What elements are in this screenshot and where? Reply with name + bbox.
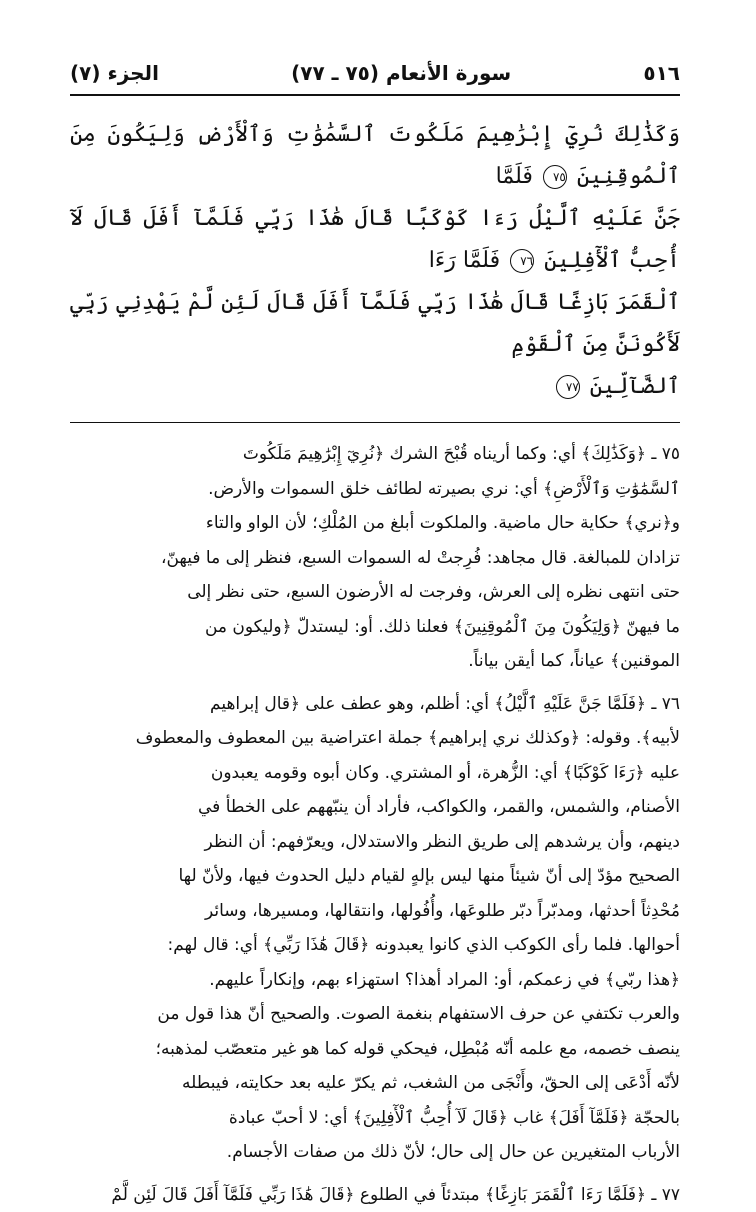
text-line: لأنّه أَدْعَى إلى الحقّ، وأَنْجَى من الشغب، ثم يكرّ عليه بعد حكايته، فيبطله [70, 1066, 680, 1101]
text-line: الموقنين﴾ عياناً، كما أيقن بياناً. [70, 644, 680, 679]
text-line: الأرباب المتغيرين عن حال إلى حال؛ لأنّ ذلك من صفات الأجسام. [70, 1135, 680, 1170]
commentary-paragraph-76 [70, 687, 680, 1170]
ayah-marker-77: ٧٧ [556, 375, 580, 399]
commentary-paragraph-75 [70, 437, 680, 679]
text-line: تزادان للمبالغة. قال مجاهد: فُرِجتْ له السموات السبع، فنظر إلى ما فيهنّ، [70, 541, 680, 576]
text-line: الأصنام، والشمس، والقمر، والكواكب، فأراد أن ينبّههم على الخطأ في [70, 790, 680, 825]
quran-line: ٱلْقَمَرَ بَازِغًا قَالَ هَٰذَا رَبِّي فَلَمَّآ أَفَلَ قَالَ لَئِن لَّمْ يَهْدِنِي رَبِّي لَأَكُونَنَّ مِنَ ٱلْقَوْمِ [70, 282, 680, 366]
text-line: ٧٥ ـ ﴿وَكَذَٰلِكَ﴾ أي: وكما أريناه قُبْحَ الشرك ﴿نُرِيٓ إِبْرَٰهِيمَ مَلَكُوتَ [70, 437, 680, 472]
text-line: ٧٧ ـ ﴿فَلَمَّا رَءَا ٱلْقَمَرَ بَازِغًا﴾ مبتدئاً في الطلوع ﴿قَالَ هَٰذَا رَبِّي فَلَمَّآ أَفَلَ قَالَ لَئِن لَّمْ [70, 1178, 680, 1212]
text-line: حتى انتهى نظره إلى العرش، وفرجت له الأرضون السبع، حتى نظر إلى [70, 575, 680, 610]
text-line: مُحْدِثاً أحدثها، ومدبّراً دبّر طلوعَها، وأُفُولها، وانتقالها، ومسيرها، وسائر [70, 894, 680, 929]
text-line: لأبيه﴾. وقوله: ﴿وكذلك نري إبراهيم﴾ جملة اعتراضية بين المعطوف والمعطوف [70, 721, 680, 756]
commentary [70, 437, 680, 1212]
page-number: ٥١٦ [643, 58, 680, 88]
ayah-marker-76: ٧٦ [510, 249, 534, 273]
quran-text-block [70, 114, 680, 423]
text-line: ﴿هذا ربّي﴾ في زعمكم، أو: المراد أهذا؟ استهزاء بهم، وإنكاراً عليهم. [70, 963, 680, 998]
text-line: والعرب تكتفي عن حرف الاستفهام بنغمة الصوت. والصحيح أنّ هذا قول من [70, 997, 680, 1032]
commentary-paragraph-77 [70, 1178, 680, 1212]
text-line: ما فيهنّ ﴿وَلِيَكُونَ مِنَ ٱلْمُوقِنِينَ﴾ فعلنا ذلك. أو: ليستدلّ ﴿وليكون من [70, 610, 680, 645]
surah-title: سورة الأنعام (٧٥ ـ ٧٧) [291, 58, 511, 88]
text-line: الصحيح مؤدّ إلى أنّ شيئاً منها ليس بإلهٍ لقيام دليل الحدوث فيها، ولأنّ لها [70, 859, 680, 894]
quran-line: ٱلضَّآلِّينَ ٧٧ [70, 366, 680, 408]
text-line: و﴿نري﴾ حكاية حال ماضية. والملكوت أبلغ من المُلْكِ؛ لأن الواو والتاء [70, 506, 680, 541]
text-line: أحوالها. فلما رأى الكوكب الذي كانوا يعبدونه ﴿قَالَ هَٰذَا رَبِّي﴾ أي: قال لهم: [70, 928, 680, 963]
text-line: عليه ﴿رَءَا كَوْكَبًا﴾ أي: الزُّهرة، أو المشتري. وكان أبوه وقومه يعبدون [70, 756, 680, 791]
text-line: ٧٦ ـ ﴿فَلَمَّا جَنَّ عَلَيْهِ ٱلَّيْلُ﴾ أي: أظلم، وهو عطف على ﴿قال إبراهيم [70, 687, 680, 722]
text-line: ينصف خصمه، مع علمه أنّه مُبْطِل، فيحكي قوله كما هو غير متعصّب لمذهبه؛ [70, 1032, 680, 1067]
text-line: دينهم، وأن يرشدهم إلى طريق النظر والاستدلال، ويعرّفهم: أن النظر [70, 825, 680, 860]
quran-line: وَكَذَٰلِكَ نُرِيٓ إِبْرَٰهِيمَ مَلَكُوتَ ٱلسَّمَٰوَٰتِ وَٱلْأَرْضِ وَلِيَكُونَ مِنَ ٱلْمُوقِنِينَ ٧٥ فَلَمَّا [70, 114, 680, 198]
juz-label: الجزء (٧) [70, 58, 159, 88]
quran-line: جَنَّ عَلَيْهِ ٱلَّيْلُ رَءَا كَوْكَبًا قَالَ هَٰذَا رَبِّي فَلَمَّآ أَفَلَ قَالَ لَآ أُحِبُّ ٱلْأٓفِلِينَ ٧٦ فَلَمَّا رَءَا [70, 198, 680, 282]
page-header [70, 58, 680, 96]
ayah-marker-75: ٧٥ [543, 165, 567, 189]
text-line: بالحجّة ﴿فَلَمَّآ أَفَلَ﴾ غاب ﴿قَالَ لَآ أُحِبُّ ٱلْأٓفِلِينَ﴾ أي: لا أحبّ عبادة [70, 1101, 680, 1136]
text-line: ٱلسَّمَٰوَٰتِ وَٱلْأَرْضِ﴾ أي: نري بصيرته لطائف خلق السموات والأرض. [70, 472, 680, 507]
